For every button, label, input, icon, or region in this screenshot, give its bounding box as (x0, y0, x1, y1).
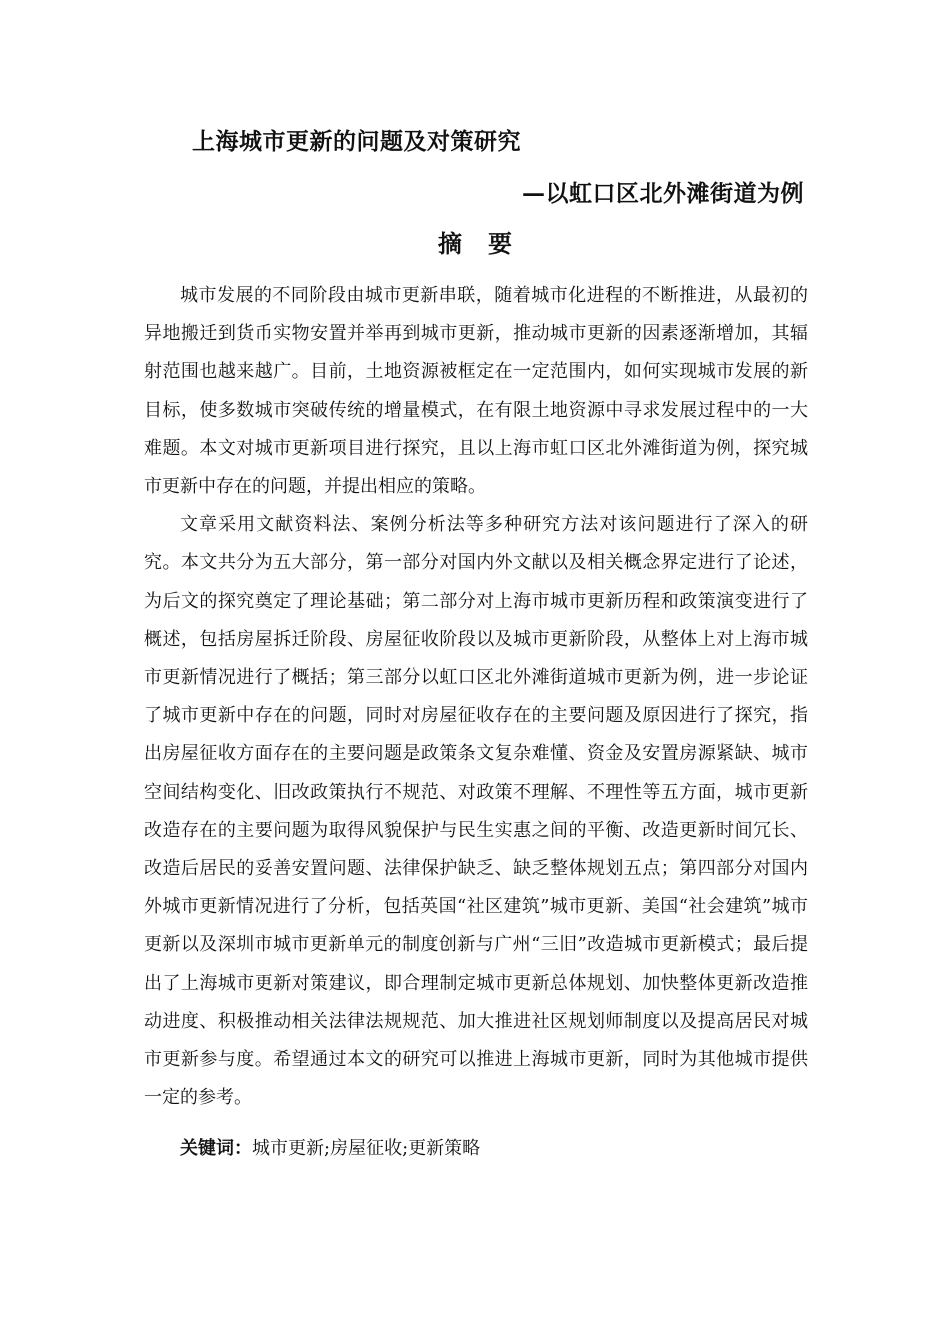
keywords-line (180, 1130, 480, 1168)
abstract-heading: 摘要 (438, 229, 538, 258)
abstract-paragraph-2: 文章采用文献资料法、案例分析法等多种研究方法对该问题进行了深入的研究。本文共分为五大部分，第一部分对国内外文献以及相关概念界定进行了论述，为后文的探究奠定了理论基础；第二部分对上海市城市更新历程和政策演变进行了概述，包括房屋拆迁阶段、房屋征收阶段以及城市更新阶段，从整体上对上海市城市更新情况进行了概括；第三部分以虹口区北外滩街道城市更新为例，进一步论证了城市更新中存在的问题，同时对房屋征收存在的主要问题及原因进行了探究，指出房屋征收方面存在的主要问题是政策条文复杂难懂、资金及安置房源紧缺、城市空间结构变化、旧改政策执行不规范、对政策不理解、不理性等五方面，城市更新改造存在的主要问题为取得风貌保护与民生实惠之间的平衡、改造更新时间冗长、改造后居民的妥善安置问题、法律保护缺乏、缺乏整体规划五点；第四部分对国内外城市更新情况进行了分析，包括英国“社区建筑”城市更新、美国“社会建筑”城市更新以及深圳市城市更新单元的制度创新与广州“三旧”改造城市更新模式；最后提出了上海城市更新对策建议，即合理制定城市更新总体规划、加快整体更新改造推动进度、积极推动相关法律法规规范、加大推进社区规划师制度以及提高居民对城市更新参与度。希望通过本文的研究可以推进上海城市更新，同时为其他城市提供一定的参考。 (144, 514, 808, 1109)
abstract-body (144, 277, 808, 1117)
keywords-label: 关键词： (180, 1138, 252, 1159)
abstract-paragraph-1: 城市发展的不同阶段由城市更新串联，随着城市化进程的不断推进，从最初的异地搬迁到货币实物安置并举再到城市更新，推动城市更新的因素逐渐增加，其辐射范围也越来越广。目前，土地资源被框定在一定范围内，如何实现城市发展的新目标，使多数城市突破传统的增量模式，在有限土地资源中寻求发展过程中的一大难题。本文对城市更新项目进行探究，且以上海市虹口区北外滩街道为例，探究城市更新中存在的问题，并提出相应的策略。 (144, 285, 808, 498)
keywords-value: 城市更新;房屋征收;更新策略 (252, 1138, 481, 1159)
document-subtitle: —以虹口区北外滩街道为例 (522, 180, 804, 207)
document-title: 上海城市更新的问题及对策研究 (192, 128, 521, 155)
